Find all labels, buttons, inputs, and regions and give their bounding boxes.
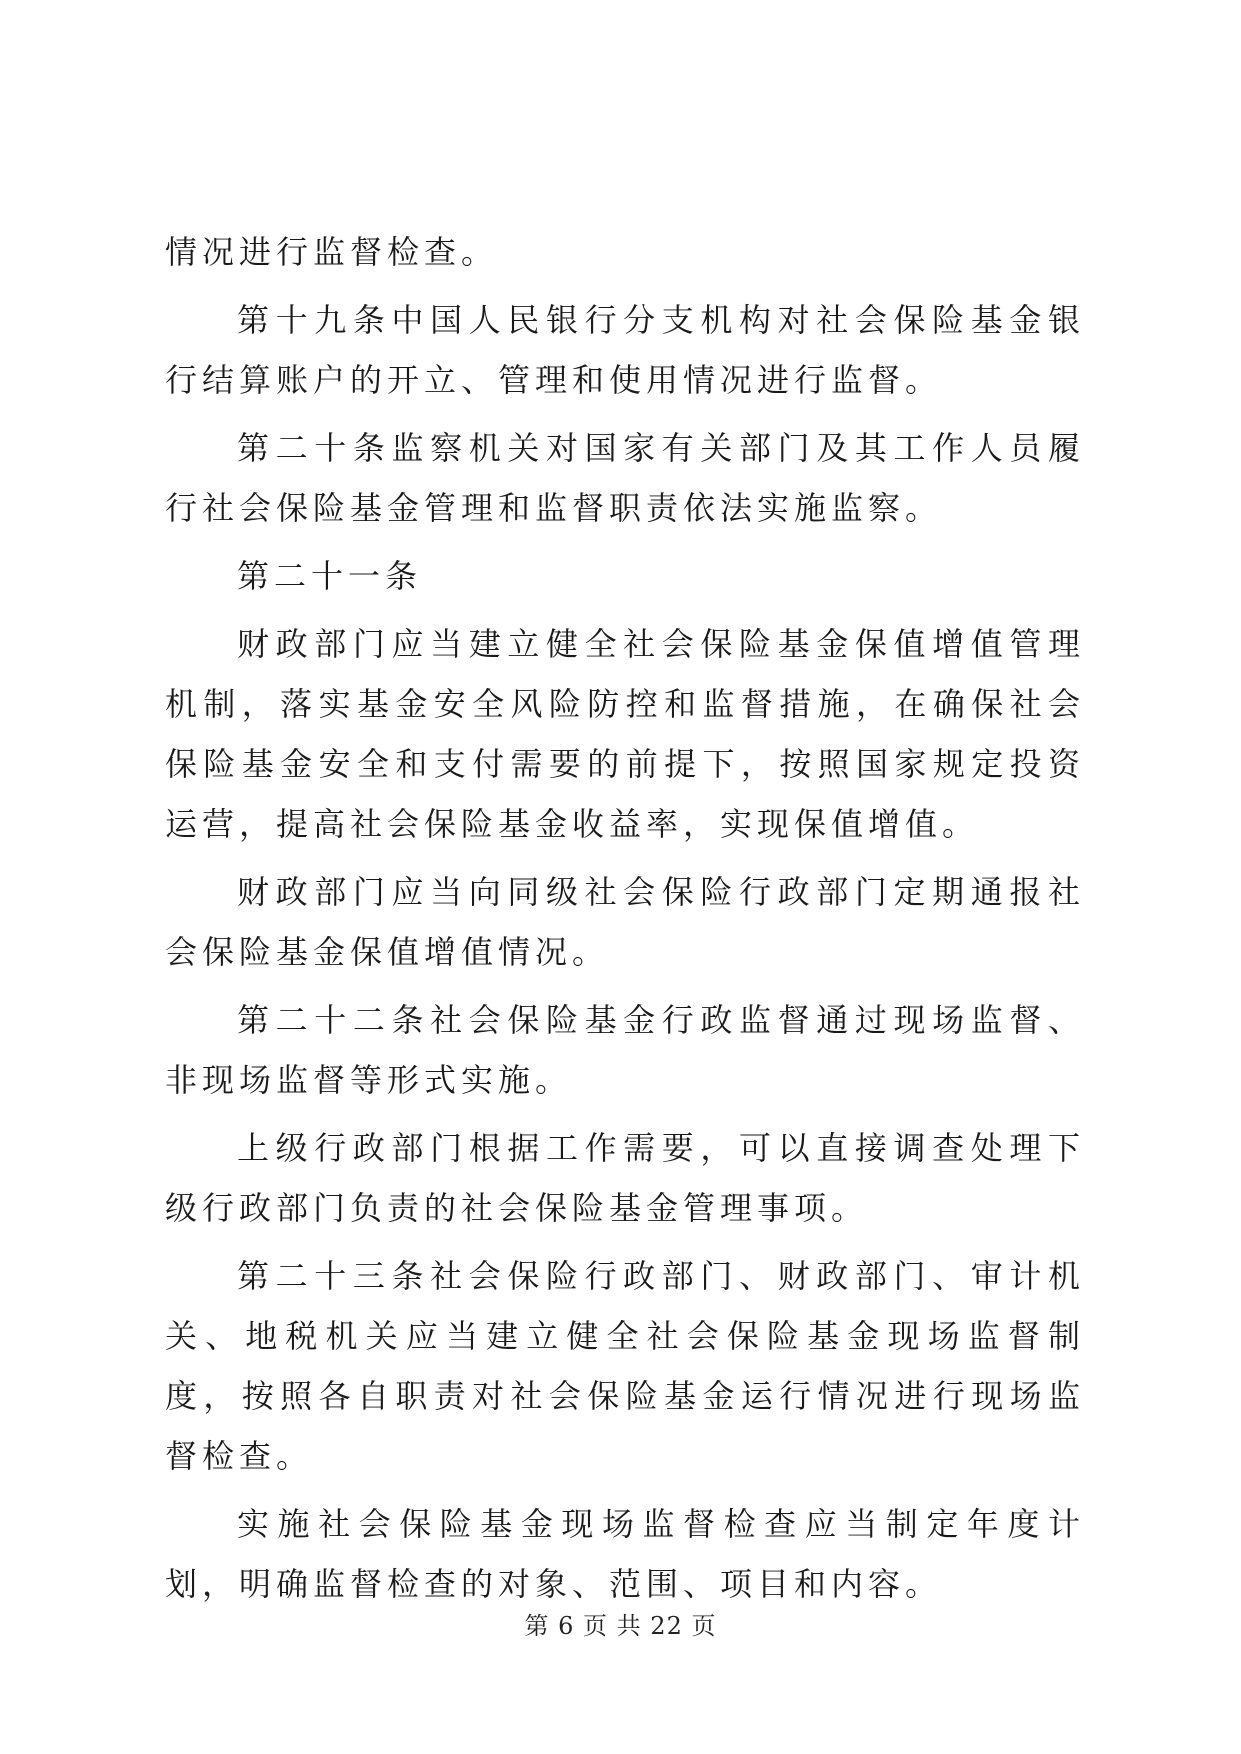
paragraph-article-23: 第二十三条社会保险行政部门、财政部门、审计机关、地税机关应当建立健全社会保险基金现场监督制度，按照各自职责对社会保险基金运行情况进行现场监督检查。 [165, 1257, 1085, 1475]
paragraph-article-19: 第十九条中国人民银行分支机构对社会保险基金银行结算账户的开立、管理和使用情况进行监督。 [165, 301, 1085, 399]
article-21-heading: 第二十一条 [237, 557, 423, 595]
paragraph-article-20: 第二十条监察机关对国家有关部门及其工作人员履行社会保险基金管理和监督职责依法实施监察。 [165, 429, 1085, 527]
paragraph-article-22-superior: 上级行政部门根据工作需要，可以直接调查处理下级行政部门负责的社会保险基金管理事项。 [165, 1129, 1085, 1227]
paragraph-article-22: 第二十二条社会保险基金行政监督通过现场监督、非现场监督等形式实施。 [165, 1001, 1085, 1099]
paragraph-article-21-report: 财政部门应当向同级社会保险行政部门定期通报社会保险基金保值增值情况。 [165, 873, 1085, 971]
document-body [165, 222, 1085, 1614]
paragraph-1: 情况进行监督检查。 [165, 233, 499, 271]
paragraph-article-21-body: 财政部门应当建立健全社会保险基金保值增值管理机制，落实基金安全风险防控和监督措施，在确保社会保险基金安全和支付需要的前提下，按照国家规定投资运营，提高社会保险基金收益率，实现保值增值。 [165, 625, 1085, 843]
page-number-footer: 第 6 页 共 22 页 [524, 1612, 717, 1640]
paragraph-article-23-plan: 实施社会保险基金现场监督检查应当制定年度计划，明确监督检查的对象、范围、项目和内容。 [165, 1505, 1085, 1603]
